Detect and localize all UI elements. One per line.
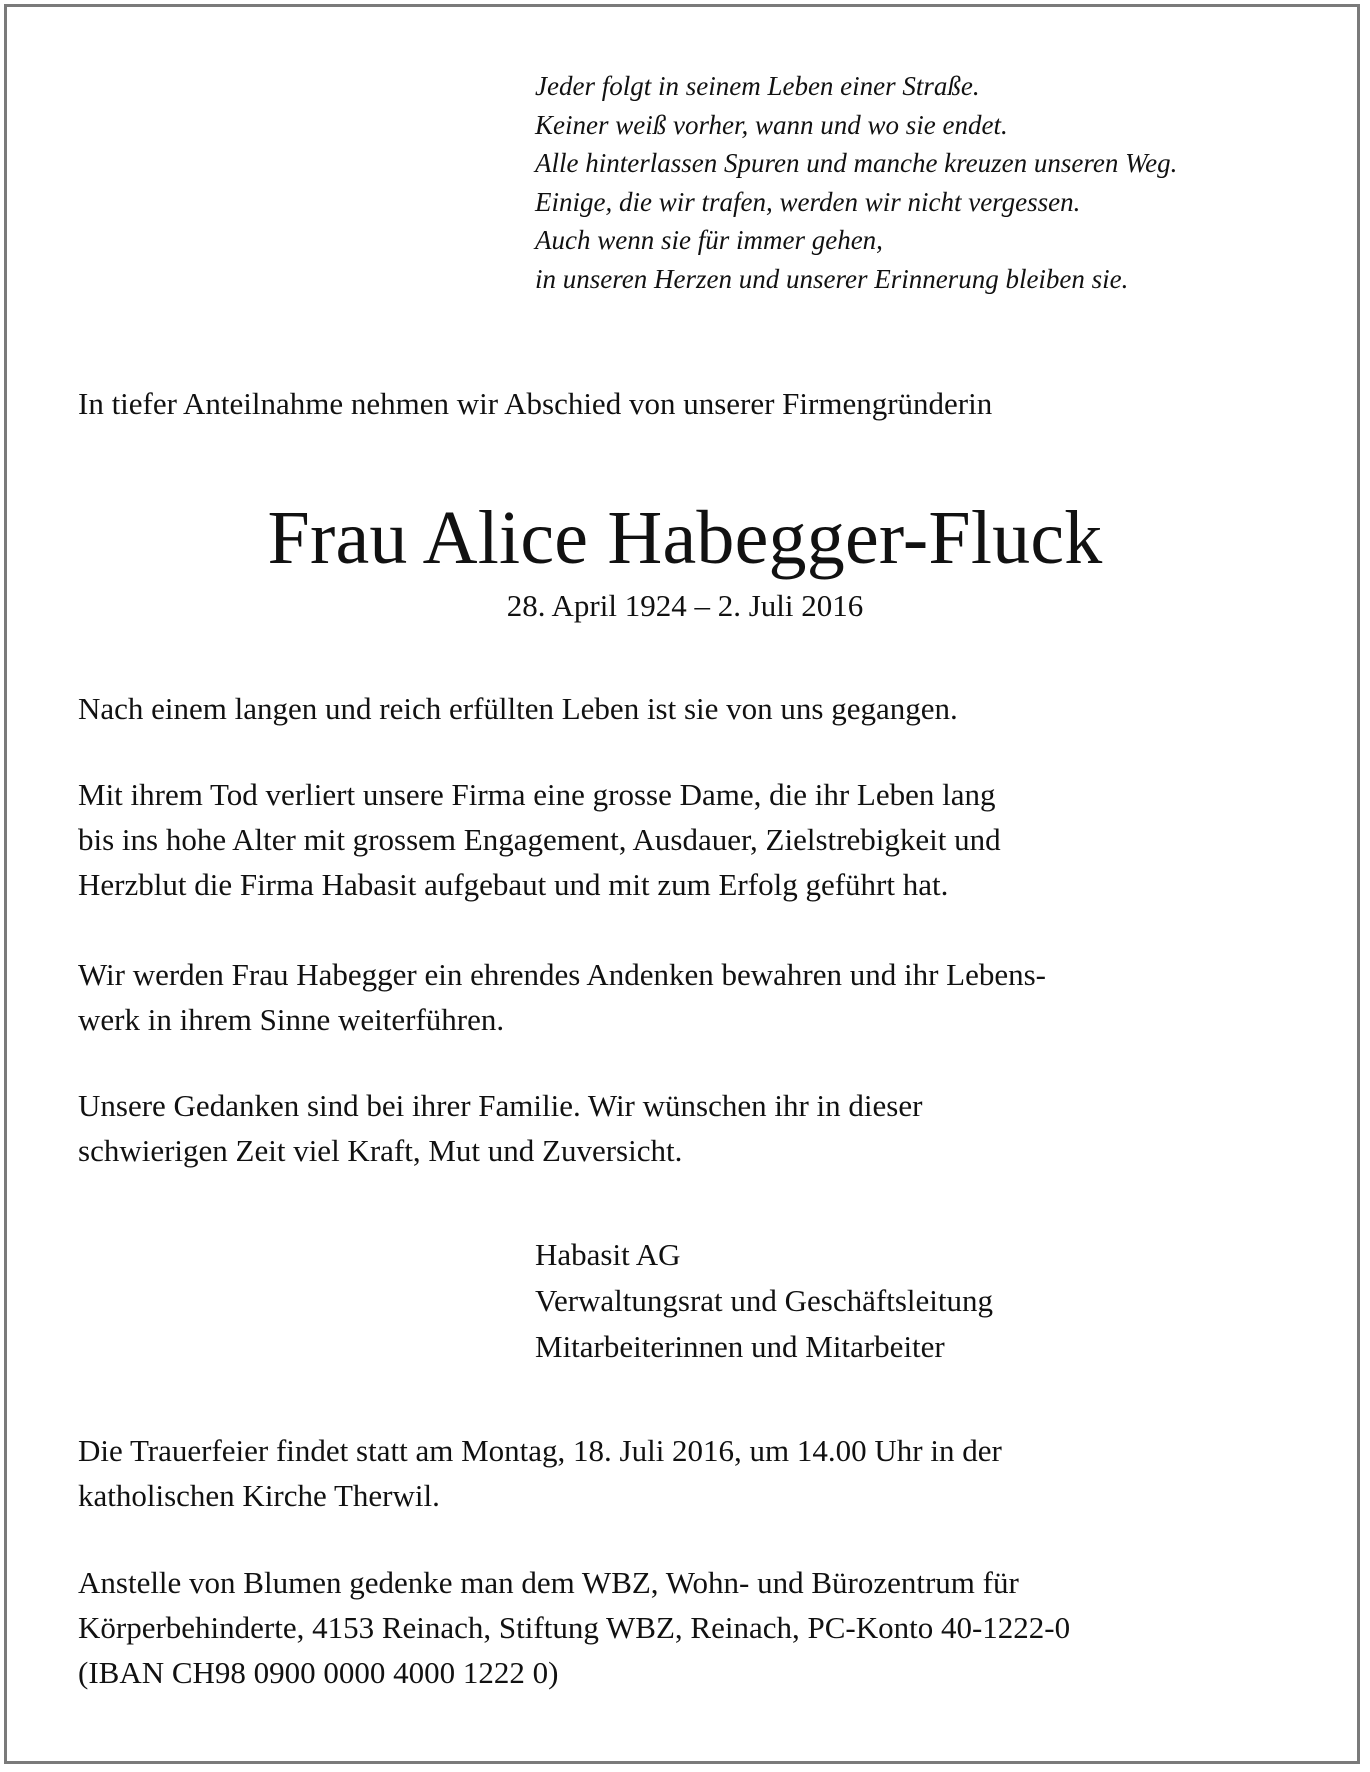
- paragraph-family: [78, 1083, 922, 1173]
- funeral-line: katholischen Kirche Therwil.: [78, 1478, 440, 1513]
- paragraph-line: werk in ihrem Sinne weiterführen.: [78, 1002, 505, 1037]
- donation-line: (IBAN CH98 0900 0000 4000 1222 0): [78, 1655, 559, 1690]
- poem: [535, 67, 1177, 298]
- paragraph-memory: [78, 952, 1046, 1042]
- signature-company: Habasit AG: [535, 1237, 681, 1272]
- poem-line: Alle hinterlassen Spuren und manche kreuzen unseren Weg.: [535, 148, 1178, 178]
- deceased-name: Frau Alice Habegger-Fluck: [267, 496, 1103, 580]
- donation-line: Körperbehinderte, 4153 Reinach, Stiftung WBZ, Reinach, PC-Konto 40-1222-0: [78, 1610, 1071, 1645]
- donation-line: Anstelle von Blumen gedenke man dem WBZ, Wohn- und Bürozentrum für: [78, 1565, 1019, 1600]
- paragraph-line: schwierigen Zeit viel Kraft, Mut und Zuversicht.: [78, 1133, 683, 1168]
- funeral-line: Die Trauerfeier findet statt am Montag, 18. Juli 2016, um 14.00 Uhr in der: [78, 1433, 1002, 1468]
- poem-line: Keiner weiß vorher, wann und wo sie endet.: [535, 109, 1008, 140]
- poem-line: Einige, die wir trafen, werden wir nicht vergessen.: [535, 186, 1081, 217]
- poem-line: Auch wenn sie für immer gehen,: [535, 225, 883, 255]
- intro-text: In tiefer Anteilnahme nehmen wir Abschied von unserer Firmengründerin: [78, 386, 993, 421]
- paragraph-line: bis ins hohe Alter mit grossem Engagement, Ausdauer, Zielstrebigkeit und: [78, 822, 1001, 857]
- signature-board: Verwaltungsrat und Geschäftsleitung: [535, 1283, 993, 1318]
- signature-block: [535, 1232, 993, 1370]
- paragraph-line: Herzblut die Firma Habasit aufgebaut und mit zum Erfolg geführt hat.: [78, 867, 949, 902]
- poem-line: in unseren Herzen und unserer Erinnerung bleiben sie.: [535, 263, 1129, 294]
- paragraph-line: Unsere Gedanken sind bei ihrer Familie. Wir wünschen ihr in dieser: [78, 1088, 923, 1123]
- paragraph-company: [78, 772, 1001, 907]
- paragraph-line: Wir werden Frau Habegger ein ehrendes Andenken bewahren und ihr Lebens-: [78, 957, 1046, 992]
- paragraph-line: Mit ihrem Tod verliert unsere Firma eine grosse Dame, die ihr Leben lang: [78, 777, 996, 812]
- donation-notice: [78, 1560, 1070, 1695]
- life-dates: 28. April 1924 – 2. Juli 2016: [506, 588, 864, 623]
- paragraph-life: [78, 686, 958, 731]
- signature-staff: Mitarbeiterinnen und Mitarbeiter: [535, 1329, 945, 1364]
- paragraph-line: Nach einem langen und reich erfüllten Leben ist sie von uns gegangen.: [78, 691, 958, 726]
- poem-line: Jeder folgt in seinem Leben einer Straße.: [535, 71, 980, 101]
- funeral-notice: [78, 1428, 1002, 1518]
